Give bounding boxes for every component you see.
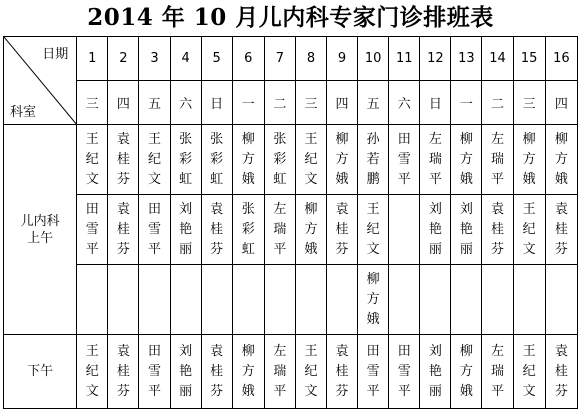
- doctor-cell: [108, 265, 139, 335]
- doctor-cell: [327, 125, 358, 195]
- doctor-cell: [77, 125, 108, 195]
- doctor-cell: [295, 335, 326, 409]
- weekday-cell: 二: [482, 81, 513, 125]
- doctor-cell: [139, 335, 170, 409]
- schedule-row: [4, 335, 578, 409]
- corner-header-cell: [4, 37, 77, 125]
- session-label: 下午: [4, 335, 77, 409]
- doctor-name: 刘艳丽: [179, 343, 193, 399]
- session-label: 儿内科 上午: [4, 125, 77, 335]
- doctor-name: 王纪文: [85, 343, 99, 399]
- doctor-name: 田雪平: [85, 201, 99, 257]
- doctor-cell: [327, 195, 358, 265]
- weekday-cell: 五: [139, 81, 170, 125]
- doctor-cell: [451, 195, 482, 265]
- doctor-cell: [482, 335, 513, 409]
- date-cell: 1: [77, 37, 108, 81]
- doctor-cell: [170, 335, 201, 409]
- doctor-cell: [327, 335, 358, 409]
- doctor-name: 王纪文: [85, 131, 99, 187]
- doctor-cell: [545, 335, 577, 409]
- doctor-name: 柳方娥: [241, 131, 255, 187]
- doctor-name: 王纪文: [522, 201, 536, 257]
- weekday-cell: 二: [264, 81, 295, 125]
- doctor-cell: [482, 125, 513, 195]
- doctor-name: 袁桂芬: [210, 343, 224, 399]
- doctor-cell: [139, 125, 170, 195]
- weekday-cell: 三: [513, 81, 545, 125]
- weekday-cell: 一: [232, 81, 264, 125]
- doctor-cell: [77, 335, 108, 409]
- doctor-cell: [201, 265, 232, 335]
- doctor-name: 张彩虹: [241, 201, 255, 257]
- doctor-cell: [545, 265, 577, 335]
- doctor-cell: [201, 125, 232, 195]
- doctor-cell: [232, 125, 264, 195]
- doctor-name: 王纪文: [304, 343, 318, 399]
- doctor-cell: [327, 265, 358, 335]
- doctor-cell: [358, 125, 389, 195]
- weekday-cell: 四: [327, 81, 358, 125]
- date-cell: 14: [482, 37, 513, 81]
- doctor-name: 左瑞平: [273, 201, 287, 257]
- doctor-cell: [295, 265, 326, 335]
- doctor-cell: [358, 265, 389, 335]
- date-cell: 2: [108, 37, 139, 81]
- doctor-name: 左瑞平: [491, 131, 505, 187]
- doctor-name: 袁桂芬: [116, 343, 130, 399]
- doctor-cell: [389, 265, 420, 335]
- date-cell: 16: [545, 37, 577, 81]
- doctor-name: 袁桂芬: [554, 343, 568, 399]
- doctor-name: 刘艳丽: [428, 201, 442, 257]
- doctor-cell: [264, 335, 295, 409]
- weekday-cell: 一: [451, 81, 482, 125]
- doctor-name: 柳方娥: [459, 343, 473, 399]
- doctor-name: 田雪平: [147, 343, 161, 399]
- doctor-cell: [389, 195, 420, 265]
- date-cell: 9: [327, 37, 358, 81]
- doctor-name: 柳方娥: [304, 201, 318, 257]
- doctor-cell: [513, 265, 545, 335]
- doctor-cell: [170, 265, 201, 335]
- doctor-name: 田雪平: [147, 201, 161, 257]
- date-cell: 3: [139, 37, 170, 81]
- doctor-cell: [170, 195, 201, 265]
- doctor-name: 王纪文: [147, 131, 161, 187]
- doctor-name: 刘艳丽: [459, 201, 473, 257]
- weekday-cell: 日: [201, 81, 232, 125]
- doctor-name: 袁桂芬: [210, 201, 224, 257]
- doctor-name: 袁桂芬: [116, 201, 130, 257]
- doctor-name: 柳方娥: [366, 271, 380, 327]
- doctor-name: 田雪平: [397, 131, 411, 187]
- doctor-cell: [513, 335, 545, 409]
- schedule-row: [4, 125, 578, 195]
- doctor-cell: [358, 335, 389, 409]
- doctor-cell: [139, 265, 170, 335]
- doctor-name: 张彩虹: [273, 131, 287, 187]
- department-header-label: 科室: [10, 105, 37, 120]
- doctor-cell: [513, 125, 545, 195]
- doctor-cell: [420, 125, 451, 195]
- doctor-cell: [264, 265, 295, 335]
- doctor-cell: [451, 265, 482, 335]
- weekday-cell: 日: [420, 81, 451, 125]
- doctor-cell: [77, 265, 108, 335]
- doctor-name: 袁桂芬: [554, 201, 568, 257]
- doctor-cell: [201, 335, 232, 409]
- doctor-cell: [232, 265, 264, 335]
- doctor-name: 柳方娥: [335, 131, 349, 187]
- date-cell: 4: [170, 37, 201, 81]
- schedule-row: [4, 195, 578, 265]
- weekday-cell: 五: [358, 81, 389, 125]
- date-header-label: 日期: [42, 47, 69, 62]
- weekday-cell: 三: [77, 81, 108, 125]
- doctor-cell: [232, 195, 264, 265]
- doctor-cell: [232, 335, 264, 409]
- doctor-name: 柳方娥: [241, 343, 255, 399]
- weekday-cell: 六: [389, 81, 420, 125]
- schedule-row: [4, 265, 578, 335]
- date-cell: 6: [232, 37, 264, 81]
- doctor-cell: [295, 195, 326, 265]
- doctor-cell: [420, 265, 451, 335]
- date-cell: 8: [295, 37, 326, 81]
- doctor-name: 张彩虹: [210, 131, 224, 187]
- doctor-cell: [451, 335, 482, 409]
- doctor-name: 田雪平: [397, 343, 411, 399]
- doctor-cell: [420, 195, 451, 265]
- doctor-cell: [264, 195, 295, 265]
- doctor-name: 袁桂芬: [335, 343, 349, 399]
- doctor-name: 左瑞平: [273, 343, 287, 399]
- weekday-cell: 六: [170, 81, 201, 125]
- date-cell: 5: [201, 37, 232, 81]
- doctor-cell: [482, 195, 513, 265]
- doctor-cell: [545, 125, 577, 195]
- schedule-table: [3, 36, 578, 409]
- doctor-cell: [389, 335, 420, 409]
- doctor-cell: [420, 335, 451, 409]
- doctor-cell: [389, 125, 420, 195]
- doctor-cell: [451, 125, 482, 195]
- weekday-cell: 四: [545, 81, 577, 125]
- doctor-cell: [77, 195, 108, 265]
- date-cell: 11: [389, 37, 420, 81]
- weekday-cell: 三: [295, 81, 326, 125]
- doctor-name: 左瑞平: [428, 131, 442, 187]
- doctor-cell: [264, 125, 295, 195]
- doctor-cell: [108, 335, 139, 409]
- doctor-cell: [108, 125, 139, 195]
- doctor-name: 王纪文: [522, 343, 536, 399]
- doctor-cell: [358, 195, 389, 265]
- doctor-name: 刘艳丽: [428, 343, 442, 399]
- page-title: 2014 年 10 月儿内科专家门诊排班表: [87, 4, 494, 31]
- doctor-name: 刘艳丽: [179, 201, 193, 257]
- doctor-cell: [545, 195, 577, 265]
- date-cell: 12: [420, 37, 451, 81]
- doctor-cell: [295, 125, 326, 195]
- date-cell: 15: [513, 37, 545, 81]
- doctor-name: 张彩虹: [179, 131, 193, 187]
- doctor-name: 田雪平: [366, 343, 380, 399]
- doctor-cell: [170, 125, 201, 195]
- doctor-cell: [513, 195, 545, 265]
- doctor-name: 柳方娥: [522, 131, 536, 187]
- doctor-name: 袁桂芬: [491, 201, 505, 257]
- doctor-name: 袁桂芬: [335, 201, 349, 257]
- doctor-cell: [482, 265, 513, 335]
- doctor-name: 王纪文: [304, 131, 318, 187]
- doctor-name: 柳方娥: [554, 131, 568, 187]
- doctor-cell: [201, 195, 232, 265]
- doctor-name: 王纪文: [366, 201, 380, 257]
- weekday-cell: 四: [108, 81, 139, 125]
- doctor-name: 柳方娥: [459, 131, 473, 187]
- doctor-name: 孙若鹏: [366, 131, 380, 187]
- doctor-name: 左瑞平: [491, 343, 505, 399]
- date-cell: 13: [451, 37, 482, 81]
- date-cell: 7: [264, 37, 295, 81]
- doctor-cell: [108, 195, 139, 265]
- doctor-cell: [139, 195, 170, 265]
- doctor-name: 袁桂芬: [116, 131, 130, 187]
- date-cell: 10: [358, 37, 389, 81]
